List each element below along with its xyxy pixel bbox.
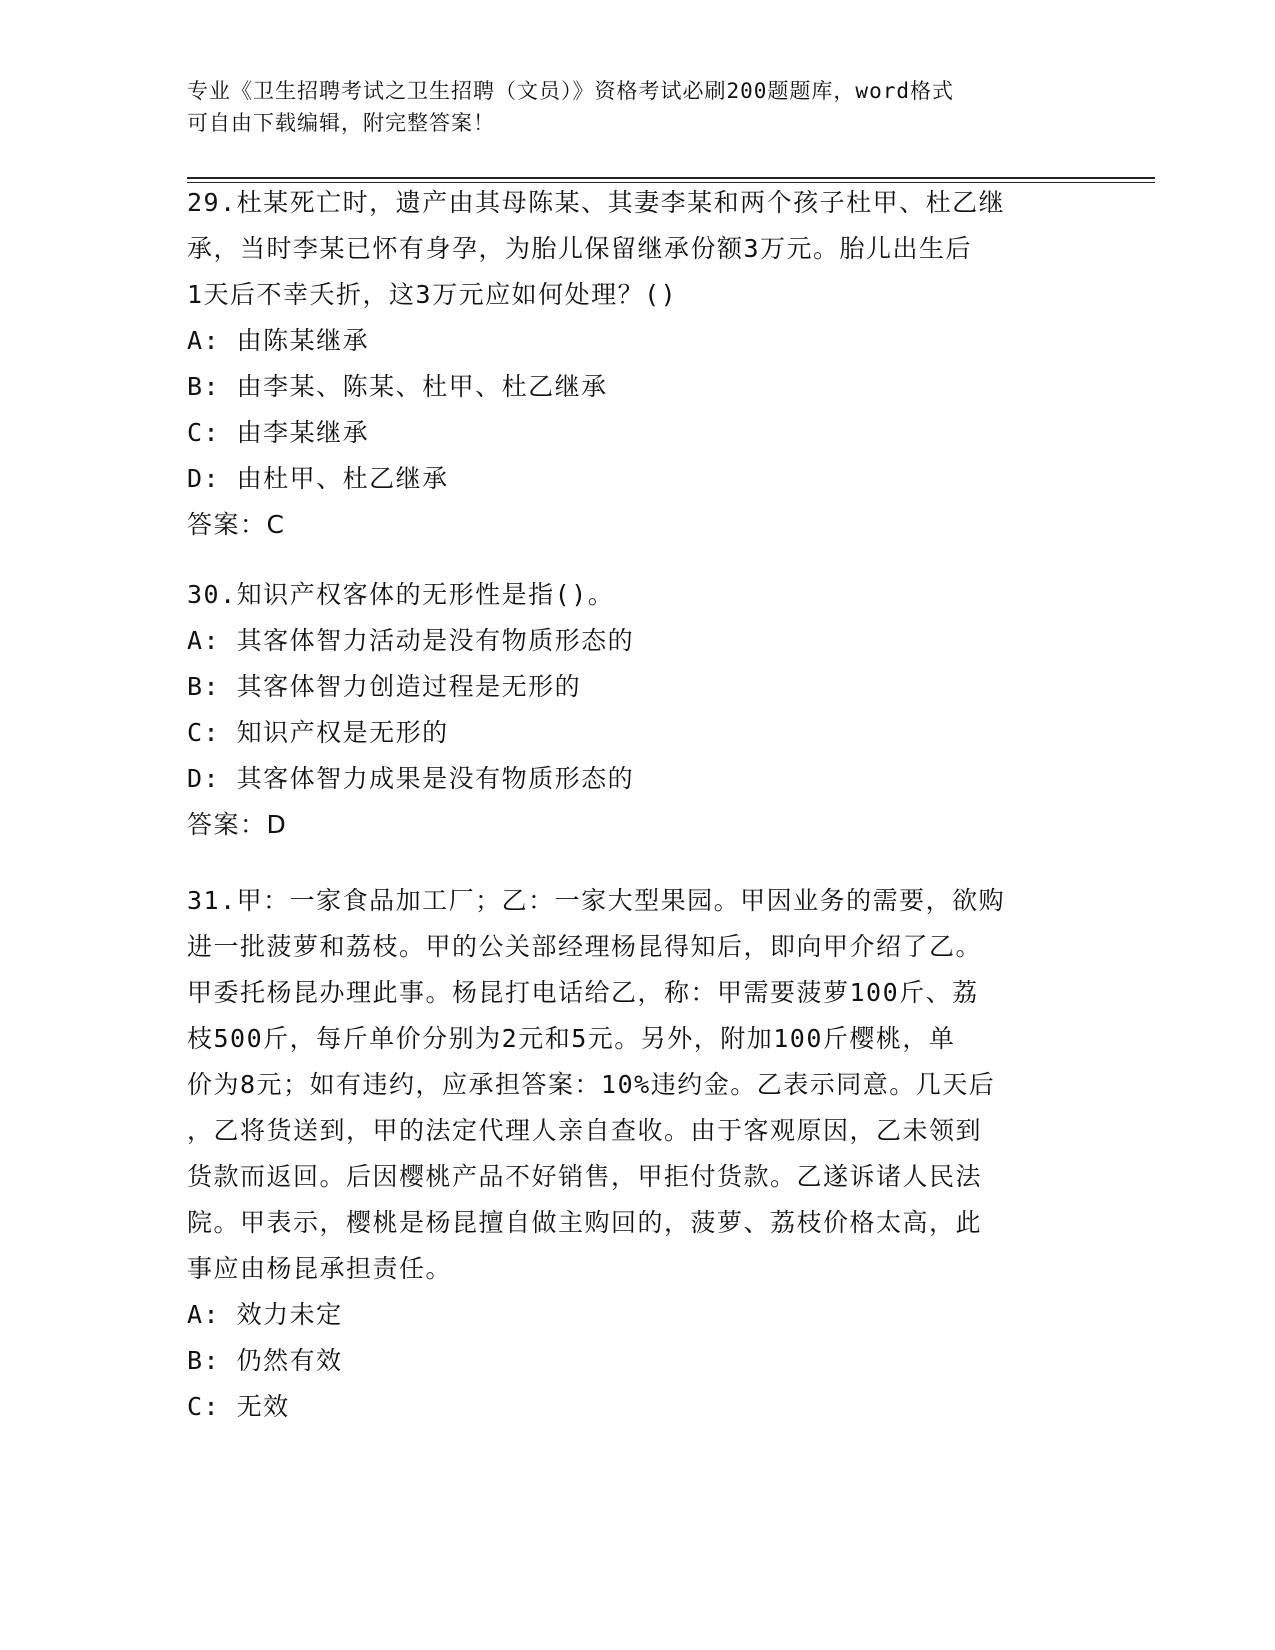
- question-stem-line: 甲委托杨昆办理此事。杨昆打电话给乙，称：甲需要菠萝100斤、荔: [187, 978, 979, 1007]
- answer-line: 答案：C: [187, 510, 286, 539]
- header-divider-thick: [187, 177, 1155, 179]
- header-line-2: 可自由下载编辑，附完整答案！: [187, 111, 495, 135]
- header-line-1: 专业《卫生招聘考试之卫生招聘（文员）》资格考试必刷200题题库，word格式: [187, 79, 954, 103]
- option-b: B: 仍然有效: [187, 1346, 343, 1375]
- question-stem-line: 价为8元；如有违约，应承担答案：10%违约金。乙表示同意。几天后: [187, 1070, 996, 1099]
- question-stem-line: ，乙将货送到，甲的法定代理人亲自查收。由于客观原因，乙未领到: [187, 1116, 983, 1145]
- option-d: D: 其客体智力成果是没有物质形态的: [187, 764, 635, 793]
- question-stem-line: 货款而返回。后因樱桃产品不好销售，甲拒付货款。乙遂诉诸人民法: [187, 1162, 983, 1191]
- option-a: A: 效力未定: [187, 1300, 343, 1329]
- question-stem-line: 进一批菠萝和荔枝。甲的公关部经理杨昆得知后，即向甲介绍了乙。: [187, 932, 983, 961]
- question-stem-line: 31.甲：一家食品加工厂；乙：一家大型果园。甲因业务的需要，欲购: [187, 886, 1006, 915]
- option-a: A: 由陈某继承: [187, 326, 370, 355]
- option-b: B: 其客体智力创造过程是无形的: [187, 672, 582, 701]
- question-stem-line: 院。甲表示，樱桃是杨昆擅自做主购回的，菠萝、荔枝价格太高，此: [187, 1208, 983, 1237]
- question-stem-line: 30.知识产权客体的无形性是指()。: [187, 580, 615, 609]
- question-stem-line: 枝500斤，每斤单价分别为2元和5元。另外，附加100斤樱桃，单: [187, 1024, 956, 1053]
- option-b: B: 由李某、陈某、杜甲、杜乙继承: [187, 372, 608, 401]
- option-d: D: 由杜甲、杜乙继承: [187, 464, 449, 493]
- question-stem-line: 事应由杨昆承担责任。: [187, 1254, 453, 1283]
- question-31: [187, 878, 1087, 1430]
- option-c: C: 知识产权是无形的: [187, 718, 449, 747]
- question-29: [187, 180, 1087, 548]
- option-c: C: 由李某继承: [187, 418, 370, 447]
- option-a: A: 其客体智力活动是没有物质形态的: [187, 626, 635, 655]
- option-c: C: 无效: [187, 1392, 290, 1421]
- answer-line: 答案：D: [187, 810, 288, 839]
- question-stem-line: 29.杜某死亡时，遗产由其母陈某、其妻李某和两个孩子杜甲、杜乙继: [187, 188, 1006, 217]
- question-stem-line: 承，当时李某已怀有身孕，为胎儿保留继承份额3万元。胎儿出生后: [187, 234, 973, 263]
- page-header: [187, 75, 1067, 139]
- question-30: [187, 572, 1087, 848]
- question-stem-line: 1天后不幸夭折，这3万元应如何处理？(): [187, 280, 678, 309]
